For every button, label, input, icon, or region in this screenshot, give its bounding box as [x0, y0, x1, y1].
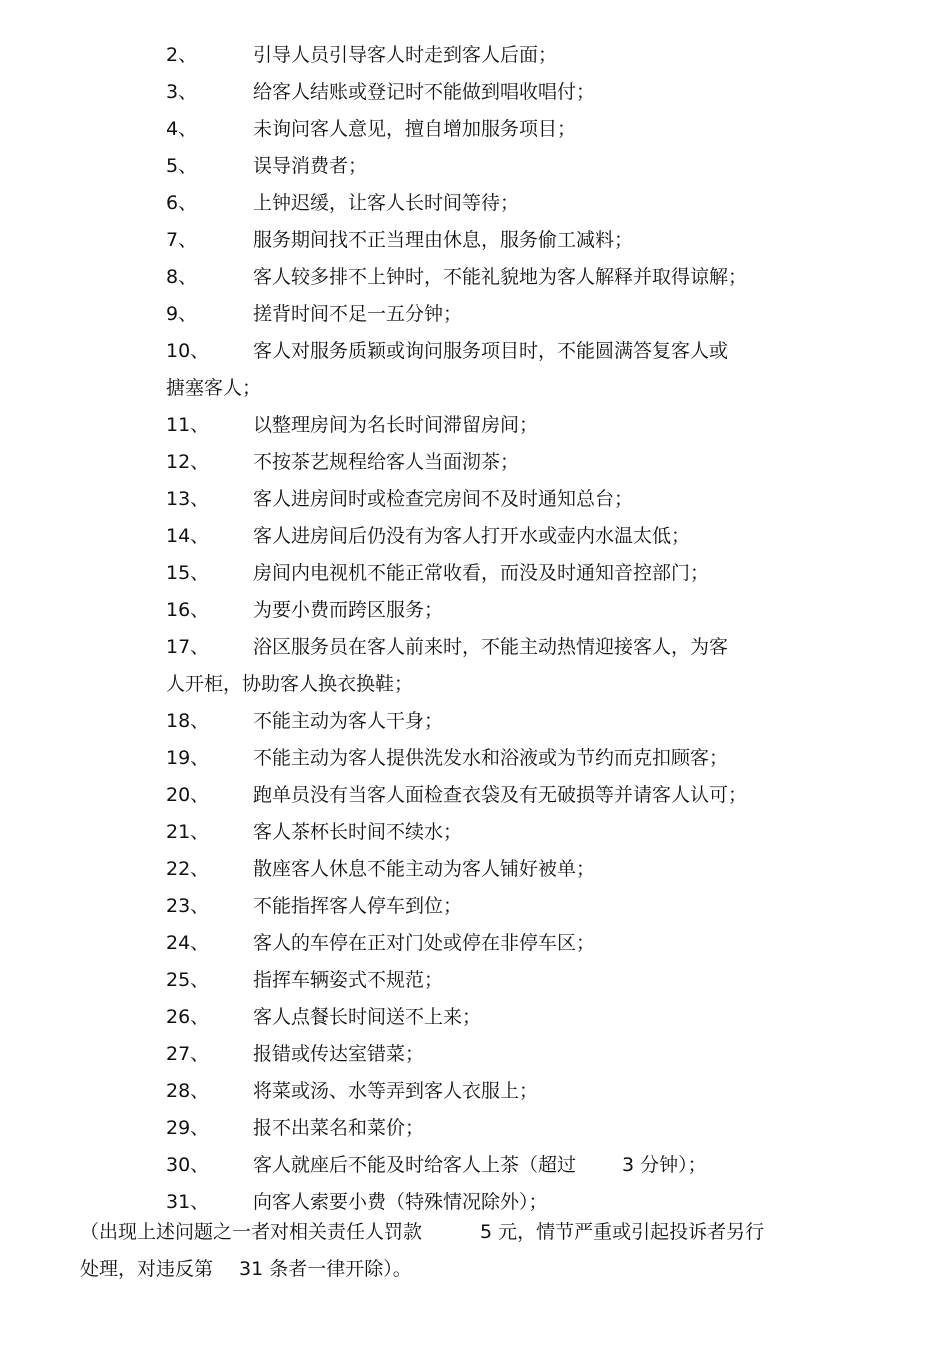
- item-number: 27、: [166, 1043, 210, 1065]
- item-text: 客人点餐长时间送不上来；: [253, 1006, 482, 1028]
- item-text: 浴区服务员在客人前来时，不能主动热情迎接客人，为客: [253, 636, 729, 658]
- item-text: 不能主动为客人提供洗发水和浴液或为节约而克扣顾客；: [253, 747, 729, 769]
- item-text: 以整理房间为名长时间滞留房间；: [253, 414, 539, 436]
- item-text: 客人较多排不上钟时，不能礼貌地为客人解释并取得谅解；: [253, 266, 748, 288]
- item-text-part: 3 分钟）；: [622, 1154, 707, 1176]
- note-text: （出现上述问题之一者对相关责任人罚款: [80, 1221, 423, 1243]
- item-text: [253, 1154, 707, 1176]
- list-item: [166, 592, 806, 629]
- item-text: 将菜或汤、水等弄到客人衣服上；: [253, 1080, 539, 1102]
- rule-list: [166, 37, 806, 1221]
- list-item: [166, 703, 806, 740]
- list-item: [166, 1073, 806, 1110]
- list-item: [166, 296, 806, 333]
- item-number: 30、: [166, 1154, 210, 1176]
- item-number: 22、: [166, 858, 210, 880]
- item-number: 21、: [166, 821, 210, 843]
- note-text: 处理，对违反第: [80, 1258, 214, 1280]
- item-text: 给客人结账或登记时不能做到唱收唱付；: [253, 81, 596, 103]
- list-item: [166, 111, 806, 148]
- item-number: 31、: [166, 1191, 210, 1213]
- item-text: 指挥车辆姿式不规范；: [253, 969, 444, 991]
- item-number: 18、: [166, 710, 210, 732]
- item-text: 不能指挥客人停车到位；: [253, 895, 463, 917]
- list-item: [166, 629, 806, 703]
- list-item: [166, 333, 806, 407]
- item-text: 房间内电视机不能正常收看，而没及时通知音控部门；: [253, 562, 710, 584]
- item-number: 29、: [166, 1117, 210, 1139]
- item-number: 16、: [166, 599, 210, 621]
- list-item: [166, 407, 806, 444]
- list-item: [166, 1036, 806, 1073]
- list-item: [166, 444, 806, 481]
- item-number: 5、: [166, 155, 198, 177]
- list-item: [166, 481, 806, 518]
- item-number: 23、: [166, 895, 210, 917]
- list-item: [166, 74, 806, 111]
- item-text: 散座客人休息不能主动为客人铺好被单；: [253, 858, 596, 880]
- list-item: [166, 814, 806, 851]
- note-text: 5 元，情节严重或引起投诉者另行: [480, 1221, 765, 1243]
- list-item: [166, 555, 806, 592]
- list-item: [166, 222, 806, 259]
- item-text: 客人的车停在正对门处或停在非停车区；: [253, 932, 596, 954]
- item-number: 10、: [166, 340, 210, 362]
- item-text: 未询问客人意见，擅自增加服务项目；: [253, 118, 577, 140]
- item-number: 8、: [166, 266, 198, 288]
- list-item: [166, 851, 806, 888]
- item-text: 引导人员引导客人时走到客人后面；: [253, 44, 558, 66]
- item-number: 19、: [166, 747, 210, 769]
- list-item: [166, 259, 806, 296]
- item-number: 15、: [166, 562, 210, 584]
- item-text: 上钟迟缓，让客人长时间等待；: [253, 192, 520, 214]
- item-text: 服务期间找不正当理由休息，服务偷工减料；: [253, 229, 634, 251]
- item-number: 9、: [166, 303, 198, 325]
- item-number: 14、: [166, 525, 210, 547]
- item-text: 客人进房间后仍没有为客人打开水或壶内水温太低；: [253, 525, 691, 547]
- item-number: 11、: [166, 414, 210, 436]
- note-line: [80, 1251, 860, 1288]
- item-text: 报错或传达室错菜；: [253, 1043, 425, 1065]
- item-number: 3、: [166, 81, 198, 103]
- list-item: [166, 777, 806, 814]
- item-number: 4、: [166, 118, 198, 140]
- item-text: 客人茶杯长时间不续水；: [253, 821, 463, 843]
- item-number: 12、: [166, 451, 210, 473]
- item-number: 26、: [166, 1006, 210, 1028]
- item-number: 28、: [166, 1080, 210, 1102]
- note-text: 31 条者一律开除）。: [239, 1258, 412, 1280]
- list-item: [166, 888, 806, 925]
- list-item: [166, 999, 806, 1036]
- list-item: [166, 1147, 806, 1184]
- list-item: [166, 962, 806, 999]
- list-item: [166, 925, 806, 962]
- list-item: [166, 518, 806, 555]
- item-number: 24、: [166, 932, 210, 954]
- item-text: 向客人索要小费（特殊情况除外）；: [253, 1191, 548, 1213]
- list-item: [166, 740, 806, 777]
- item-text: 误导消费者；: [253, 155, 368, 177]
- item-text: 为要小费而跨区服务；: [253, 599, 444, 621]
- item-text: 不按茶艺规程给客人当面沏茶；: [253, 451, 520, 473]
- item-text-part: 客人就座后不能及时给客人上茶（超过: [253, 1154, 577, 1176]
- item-number: 2、: [166, 44, 198, 66]
- item-text: 不能主动为客人干身；: [253, 710, 444, 732]
- item-number: 6、: [166, 192, 198, 214]
- list-item: [166, 37, 806, 74]
- item-text: 客人进房间时或检查完房间不及时通知总台；: [253, 488, 634, 510]
- list-item: [166, 185, 806, 222]
- item-text: 跑单员没有当客人面检查衣袋及有无破损等并请客人认可；: [253, 784, 748, 806]
- item-text: 报不出菜名和菜价；: [253, 1117, 425, 1139]
- note-line: [80, 1214, 860, 1251]
- item-text-continuation: 人开柜，协助客人换衣换鞋；: [166, 673, 414, 695]
- item-text: 搓背时间不足一五分钟；: [253, 303, 463, 325]
- item-number: 13、: [166, 488, 210, 510]
- list-item: [166, 148, 806, 185]
- item-text-continuation: 搪塞客人；: [166, 377, 262, 399]
- list-item: [166, 1110, 806, 1147]
- penalty-note: [80, 1214, 860, 1288]
- item-number: 7、: [166, 229, 198, 251]
- item-number: 20、: [166, 784, 210, 806]
- item-number: 25、: [166, 969, 210, 991]
- item-text: 客人对服务质颖或询问服务项目时，不能圆满答复客人或: [253, 340, 729, 362]
- item-number: 17、: [166, 636, 210, 658]
